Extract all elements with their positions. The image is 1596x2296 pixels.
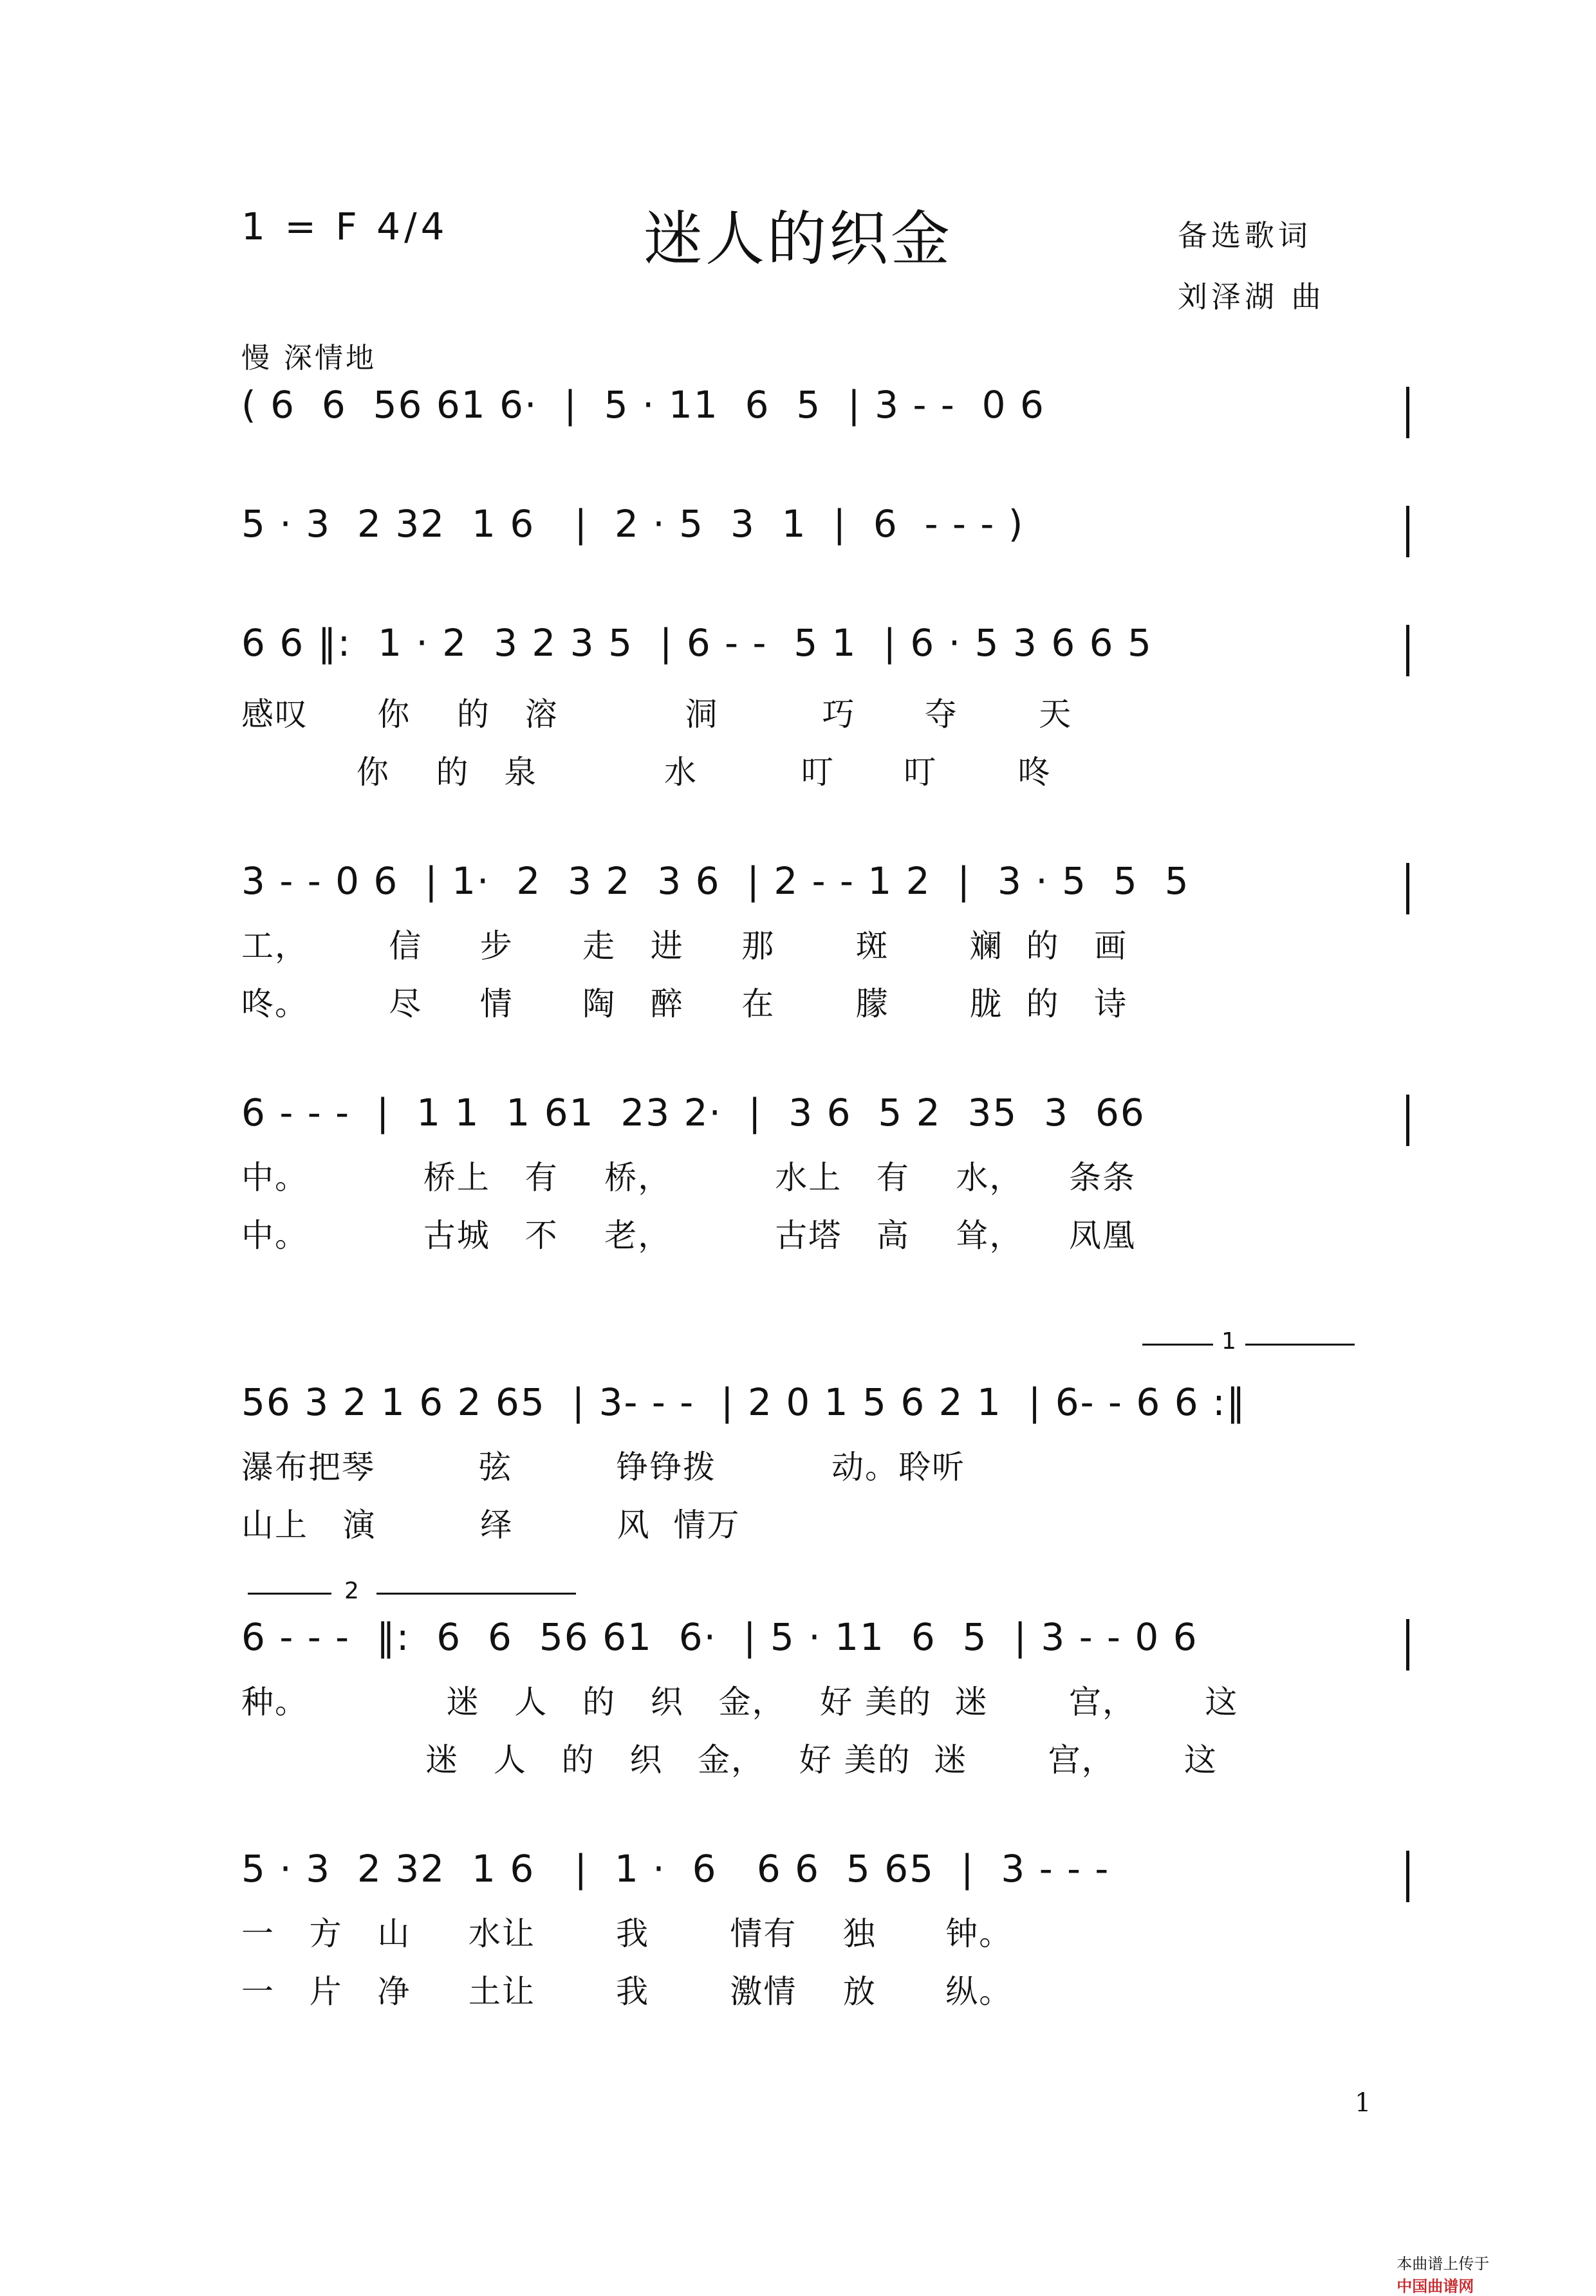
notes-line: 3 - - 0 6 | 1· 2 3 2 3 6 | 2 - - 1 2 | 3 · 5 5 5 xyxy=(241,859,1190,903)
lyric-line: 中。 古城 不 老， 古塔 高 耸， 凤凰 xyxy=(241,1217,1137,1254)
song-title: 迷人的织金 xyxy=(644,205,953,273)
notes-line: 6 6 ‖: 1 · 2 3 2 3 5 | 6 - - 5 1 | 6 · 5 3 6 6 5 xyxy=(241,621,1153,665)
notes-line: 6 - - - ‖: 6 6 56 61 6· | 5 · 11 6 5 | 3 - - 0 6 xyxy=(241,1615,1198,1659)
barline-end xyxy=(1406,1619,1409,1671)
lyric-line: 咚。 尽 情 陶 醉 在 朦 胧 的 诗 xyxy=(241,985,1128,1023)
system-5 xyxy=(241,1091,1409,1149)
site-logo-text[interactable]: 中国曲谱网 xyxy=(1396,2277,1474,2295)
source-footer xyxy=(1387,2233,1489,2296)
barline-end xyxy=(1406,625,1409,676)
lyric-line: 工， 信 步 走 进 那 斑 斓 的 画 xyxy=(241,927,1128,965)
system-4 xyxy=(241,859,1409,917)
volta-second-line xyxy=(248,1593,331,1595)
volta-first-line xyxy=(1142,1344,1213,1346)
notes-line: 5 · 3 2 32 1 6 | 2 · 5 3 1 | 6 - - - ) xyxy=(241,502,1025,546)
tempo-marking: 慢 深情地 xyxy=(241,342,376,375)
system-7 xyxy=(241,1615,1409,1673)
notes-line: 56 3 2 1 6 2 65 | 3- - - | 2 0 1 5 6 2 1 | 6- - 6 6 :‖ xyxy=(241,1380,1247,1424)
barline-end xyxy=(1406,506,1409,557)
volta-second-line xyxy=(376,1593,576,1595)
notes-line: 5 · 3 2 32 1 6 | 1 · 6 6 6 5 65 | 3 - - - xyxy=(241,1847,1110,1891)
notes-line: 6 - - - | 1 1 1 61 23 2· | 3 6 5 2 35 3 66 xyxy=(241,1091,1146,1134)
volta-first-label: 1 xyxy=(1221,1328,1236,1355)
barline-end xyxy=(1406,1851,1409,1902)
system-3 xyxy=(241,621,1409,679)
barline-end xyxy=(1406,1095,1409,1146)
system-6 xyxy=(241,1380,1409,1438)
barline-end xyxy=(1406,387,1409,438)
lyric-line: 种。 迷 人 的 织 金， 好 美的 迷 宫， 这 xyxy=(241,1683,1239,1721)
composer-credit: 刘泽湖 曲 xyxy=(1178,279,1325,314)
lyric-line: 你 的 泉 水 叮 叮 咚 xyxy=(241,754,1052,791)
volta-second-label: 2 xyxy=(344,1578,359,1604)
lyric-line: 瀑布把琴 弦 铮铮拨 动。聆听 xyxy=(241,1449,966,1486)
lyric-line: 中。 桥上 有 桥， 水上 有 水， 条条 xyxy=(241,1159,1137,1196)
page-number: 1 xyxy=(1355,2088,1371,2118)
system-2 xyxy=(241,502,1409,560)
key-signature: 1 = F 4/4 xyxy=(241,205,449,248)
footer-text: 本曲谱上传于 xyxy=(1396,2255,1490,2273)
volta-first-line xyxy=(1245,1344,1355,1346)
lyric-line: 一 片 净 土让 我 激情 放 纵。 xyxy=(241,1973,1013,2010)
lyricist-credit: 备选歌词 xyxy=(1178,218,1312,253)
lyric-line: 迷 人 的 织 金， 好 美的 迷 宫， 这 xyxy=(241,1741,1218,1779)
system-8 xyxy=(241,1847,1409,1905)
barline-end xyxy=(1406,863,1409,914)
lyric-line: 感叹 你 的 溶 洞 巧 夺 天 xyxy=(241,696,1073,733)
notes-line: ( 6 6 56 61 6· | 5 · 11 6 5 | 3 - - 0 6 xyxy=(241,383,1045,427)
system-1 xyxy=(241,383,1409,441)
lyric-line: 山上 演 绎 风 情万 xyxy=(241,1506,741,1544)
lyric-line: 一 方 山 水让 我 情有 独 钟。 xyxy=(241,1915,1013,1952)
